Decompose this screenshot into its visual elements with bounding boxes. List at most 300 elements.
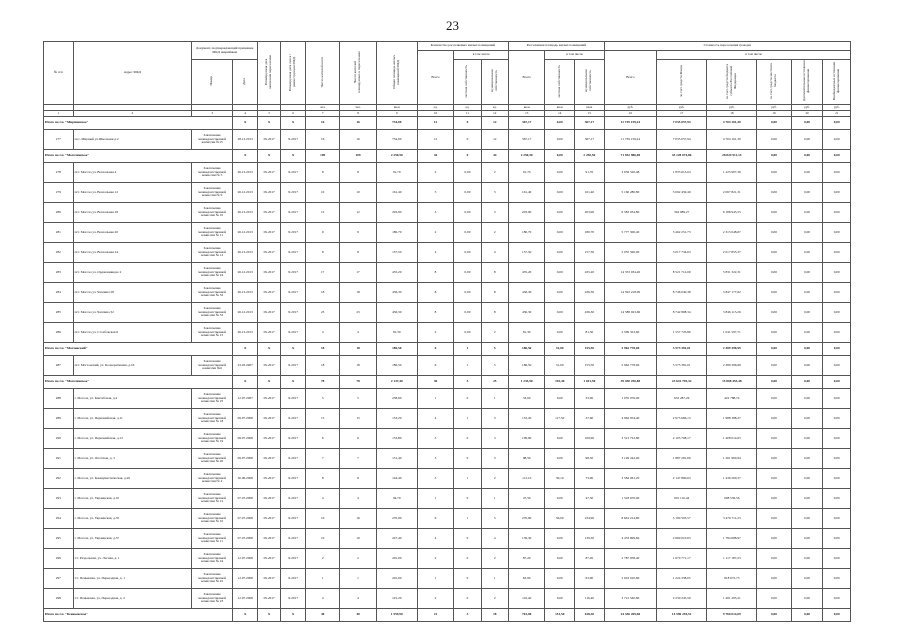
row-value: 8 (417, 263, 453, 283)
header-area-group: Расселяемая площадь жилых помещений (508, 42, 604, 51)
row-value: 3 149 242,00 (604, 449, 656, 469)
row-value: 0,00 (757, 283, 791, 303)
row-value: 87,20 (575, 549, 605, 569)
row-value: 1 (454, 409, 481, 429)
row-document: Заключение межведомственной комиссии № 24 (192, 549, 233, 569)
row-value: 87,20 (508, 549, 544, 569)
row-value: 47,50 (508, 489, 544, 509)
row-value: 4 (306, 589, 340, 609)
row-value: 247,40 (376, 529, 417, 549)
subtotal-cell: 761,00 (508, 609, 544, 622)
row-demolition-date: X.2017 (281, 389, 306, 409)
subtotal-cell: 734,00 (376, 117, 417, 130)
row-value: 0,00 (791, 409, 823, 429)
subtotal-cell: X (281, 117, 306, 130)
header-area-total: Всего (508, 51, 544, 105)
column-number-cell: 15 (575, 111, 605, 117)
unit-cell: чел. (340, 105, 376, 111)
column-number-cell: 2 (73, 111, 192, 117)
row-value: 4 (340, 589, 376, 609)
header-cost-budget-subject: за счет средств бюджета субъекта Российской Федерации (707, 60, 757, 105)
row-value: 3 573 381,01 (657, 356, 707, 376)
row-value: 8 (481, 283, 508, 303)
subtotal-cell: 44 (417, 150, 453, 163)
row-value: 0,00 (823, 549, 851, 569)
row-value: 31,00 (545, 356, 575, 376)
row-address: пгт. Могоча ул. Столбовская 6 (73, 323, 192, 343)
row-value: 1 (454, 509, 481, 529)
subtotal-label: Итого по г.п. "Могочинское" (44, 376, 233, 389)
row-value: 0,00 (823, 130, 851, 150)
header-doc-number: Номер (192, 60, 233, 105)
column-number-cell: 7 (306, 111, 340, 117)
row-value: 2 (481, 589, 508, 609)
row-demolition-date: X.2017 (281, 163, 306, 183)
row-value: 2 067 821,31 (707, 183, 757, 203)
row-value: 0,00 (757, 429, 791, 449)
row-value: 2 (417, 589, 453, 609)
row-value: 5 190 503,57 (657, 509, 707, 529)
subtotal-cell: 16 (340, 117, 376, 130)
row-value: 0,00 (757, 509, 791, 529)
row-value: 2 (417, 163, 453, 183)
row-number: 287 (44, 356, 74, 376)
row-value: 36,00 (545, 509, 575, 529)
row-value: 7 035 057,94 (657, 130, 707, 150)
subtotal-cell: 0 (454, 150, 481, 163)
row-value: 180,70 (376, 223, 417, 243)
row-value: 0,00 (791, 243, 823, 263)
row-value: 0,00 (545, 569, 575, 589)
subtotal-cell: 21 (417, 609, 453, 622)
row-value: 112,10 (508, 469, 544, 489)
row-value: 5 035 590,00 (604, 243, 656, 263)
subtotal-cell: 2 389 396,99 (707, 343, 757, 356)
column-number-cell: 4 (233, 111, 258, 117)
row-value: 6 (340, 429, 376, 449)
row-value: 818 672,75 (707, 569, 757, 589)
row-value: 3 (481, 409, 508, 429)
row-value: 155,50 (575, 356, 605, 376)
row-value: 4 962 054,40 (604, 409, 656, 429)
unit-cell: руб. (707, 105, 757, 111)
row-value: 0,00 (791, 323, 823, 343)
subtotal-cell: 39 450 250,80 (604, 376, 656, 389)
row-address: г. Могоча, ул. Коммунистическая, д.29 (73, 469, 192, 489)
row-value: 3 (417, 203, 453, 223)
row-plan-date: IX.2017 (258, 429, 281, 449)
row-value: 0,00 (757, 529, 791, 549)
row-value: 0,00 (823, 356, 851, 376)
table-row (44, 389, 851, 409)
row-demolition-date: X.2017 (281, 409, 306, 429)
row-document: Заключение межведомственной комиссии № 24 (192, 263, 233, 283)
row-value: 7 (306, 449, 340, 469)
row-value: 116,40 (508, 589, 544, 609)
row-number: 281 (44, 223, 74, 243)
row-value: 2 (306, 549, 340, 569)
table-row (44, 263, 851, 283)
row-doc-date: 07.07.2008 (233, 529, 258, 549)
row-number: 277 (44, 130, 74, 150)
row-value: 436,30 (508, 303, 544, 323)
row-value: 1 (481, 489, 508, 509)
row-value: 2 669 010,63 (657, 529, 707, 549)
row-value: 367,17 (508, 130, 544, 150)
row-number: 278 (44, 163, 74, 183)
row-value: 0,00 (823, 183, 851, 203)
row-value: 14 353 034,40 (604, 263, 656, 283)
row-value: 3 (417, 449, 453, 469)
row-value: 0,00 (823, 449, 851, 469)
row-value: 0,00 (757, 323, 791, 343)
row-value: 0,00 (545, 449, 575, 469)
row-value: 180,70 (575, 223, 605, 243)
subtotal-cell: 0,00 (791, 376, 823, 389)
row-value: 3 059 520,48 (604, 163, 656, 183)
row-value: 1 041 597,71 (707, 323, 757, 343)
subtotal-cell: 18 (340, 343, 376, 356)
subtotal-cell: 0,00 (823, 376, 851, 389)
row-value: 0 (454, 589, 481, 609)
row-value: 0,00 (757, 243, 791, 263)
row-value: 6 188 945,53 (707, 203, 757, 223)
header-cost-fund: за счет средств Фонда (657, 60, 707, 105)
row-plan-date: IX.2017 (258, 469, 281, 489)
row-demolition-date: X.2017 (281, 469, 306, 489)
subtotal-row (44, 609, 851, 622)
row-value: 0,00 (823, 303, 851, 323)
row-number: 279 (44, 183, 74, 203)
row-value: 18 (340, 356, 376, 376)
row-number: 289 (44, 409, 74, 429)
row-plan-date: IX.2017 (258, 509, 281, 529)
row-doc-date: 09.07.2008 (233, 449, 258, 469)
row-address: г. Могоча, ул. Кантабская, д.4 (73, 389, 192, 409)
row-value: 0,00 (791, 356, 823, 376)
row-value: 6 (417, 509, 453, 529)
row-address: г. Могоча, ул. Первомайская, д.13 (73, 429, 192, 449)
subtotal-cell: X (281, 343, 306, 356)
header-demolition-date: Планируемая дата сноса / реконструкции МКД (281, 42, 306, 105)
row-value: 0,00 (791, 589, 823, 609)
row-plan-date: IX.2017 (258, 589, 281, 609)
table-row (44, 429, 851, 449)
row-value: 1 055 076,00 (604, 389, 656, 409)
row-value: 3 (481, 449, 508, 469)
row-value: 0,00 (791, 223, 823, 243)
unit-cell: ед. (454, 105, 481, 111)
subtotal-row (44, 150, 851, 163)
subtotal-cell: 18 (306, 343, 340, 356)
header-plan-date: Планируемая дата окончания переселения (258, 42, 281, 105)
row-value: 3 584 061,20 (604, 469, 656, 489)
row-address: г. Могоча, ул. Украинская, д.10 (73, 489, 192, 509)
row-demolition-date: X.2017 (281, 263, 306, 283)
row-value: 0,00 (545, 283, 575, 303)
column-number-cell: 9 (376, 111, 417, 117)
row-doc-date: 26.12.2013 (233, 243, 258, 263)
row-value: 4 (417, 243, 453, 263)
row-document: Заключение межведомственной комиссии № 19 (192, 429, 233, 449)
subtotal-cell: 12 (417, 117, 453, 130)
subtotal-cell: 16 (306, 117, 340, 130)
row-value: 0 (454, 130, 481, 150)
row-value: 2 147 860,63 (657, 469, 707, 489)
row-address: пгт. Могоча ул. Вокзальная 20 (73, 223, 192, 243)
table-row (44, 489, 851, 509)
row-value: 0,00 (757, 203, 791, 223)
column-number-cell: 19 (757, 111, 791, 117)
row-value: 0,00 (823, 569, 851, 589)
row-value: 5 (481, 509, 508, 529)
row-value: 2 (481, 323, 508, 343)
row-value: 0,00 (454, 203, 481, 223)
row-doc-date: 26.12.2013 (233, 263, 258, 283)
row-value: 33,00 (575, 389, 605, 409)
row-value: 0,00 (791, 130, 823, 150)
row-plan-date: IX.2017 (258, 549, 281, 569)
table-row (44, 569, 851, 589)
row-value: 12 (306, 203, 340, 223)
row-value: 435,20 (575, 263, 605, 283)
subtotal-label: Итого по г.п. "Ксеньевское" (44, 609, 233, 622)
row-value: 1 557 725,89 (657, 323, 707, 343)
subtotal-cell: 3 573 381,01 (657, 343, 707, 356)
row-value: 4 (481, 243, 508, 263)
header-document: Документ, подтверждающий признание МКД аварийным (192, 42, 258, 60)
row-value: 0,00 (545, 589, 575, 609)
column-number-cell: 1 (44, 111, 74, 117)
table-row (44, 163, 851, 183)
header-cost-group: Стоимость переселения граждан (604, 42, 850, 51)
row-value: 910 110,44 (657, 489, 707, 509)
row-value: 0,00 (823, 589, 851, 609)
row-document: Заключение межведомственной комиссии № 12 (192, 489, 233, 509)
row-value: 1 887 281,06 (657, 449, 707, 469)
row-plan-date: IX.2017 (258, 303, 281, 323)
column-number-cell: 10 (417, 111, 453, 117)
row-demolition-date: X.2017 (281, 489, 306, 509)
row-value: 109,90 (575, 429, 605, 449)
row-value: 6 (417, 356, 453, 376)
subtotal-cell: 0,00 (823, 117, 851, 130)
row-demolition-date: X.2017 (281, 303, 306, 323)
row-document: Заключение межведомственной комиссии № 12 (192, 243, 233, 263)
row-value: 98,50 (575, 449, 605, 469)
row-value: 6 (306, 429, 340, 449)
subtotal-cell: 0,00 (823, 343, 851, 356)
row-value: 0,00 (823, 509, 851, 529)
row-value: 5 (340, 389, 376, 409)
row-value: 15 (306, 409, 340, 429)
unit-cell: руб. (757, 105, 791, 111)
row-value: 4 (481, 529, 508, 549)
subtotal-cell: 186,50 (376, 343, 417, 356)
row-value: 0,00 (791, 263, 823, 283)
row-plan-date: IX.2017 (258, 569, 281, 589)
row-demolition-date: X.2017 (281, 243, 306, 263)
row-value: 12 (417, 130, 453, 150)
row-value: 23 (306, 303, 340, 323)
row-value: 3 513 722,80 (604, 429, 656, 449)
table-row (44, 203, 851, 223)
row-demolition-date: X.2017 (281, 569, 306, 589)
row-value: 0,00 (823, 323, 851, 343)
row-address: пгт. Могоча ул. Вокзальная 4 (73, 163, 192, 183)
row-value: 1 (481, 389, 508, 409)
header-rooms-private: частная собственность (454, 60, 481, 105)
row-value: 2 (481, 549, 508, 569)
row-value: 0,00 (791, 203, 823, 223)
row-number: 288 (44, 389, 74, 409)
row-value: 0 (454, 389, 481, 409)
row-document: Заключение межведомственной комиссии № 25 (192, 389, 233, 409)
subtotal-label: Итого по г.п. "Могочинское" (44, 150, 233, 163)
header-cost-total: Всего (604, 51, 656, 105)
row-value: 18 (306, 283, 340, 303)
row-document: Заключение межведомственной комиссии № 10 (192, 509, 233, 529)
subtotal-row (44, 117, 851, 130)
row-doc-date: 26.12.2013 (233, 283, 258, 303)
subtotal-cell: 6 (417, 343, 453, 356)
row-value: 12 (481, 130, 508, 150)
row-doc-date: 12.07.2008 (233, 589, 258, 609)
unit-cell: чел. (306, 105, 340, 111)
row-value: 1 833 613,04 (657, 163, 707, 183)
row-value: 186,50 (376, 356, 417, 376)
page-number: 23 (446, 18, 459, 33)
row-plan-date: IX.2017 (258, 183, 281, 203)
row-value: 0,00 (454, 163, 481, 183)
row-value: 0,00 (823, 469, 851, 489)
subtotal-cell: X (233, 117, 258, 130)
row-value: 0,00 (791, 449, 823, 469)
subtotal-cell: 12 (481, 117, 508, 130)
row-value: 2 017 855,37 (707, 243, 757, 263)
table-row (44, 449, 851, 469)
row-plan-date: IX.2017 (258, 283, 281, 303)
row-value: 0,00 (545, 223, 575, 243)
unit-cell: руб. (604, 105, 656, 111)
row-value: 10 (306, 183, 340, 203)
row-value: 5 831 322,31 (707, 263, 757, 283)
row-value: 0,00 (757, 589, 791, 609)
row-value: 245,00 (376, 549, 417, 569)
row-value: 14 588 923,60 (604, 303, 656, 323)
row-value: 17 (306, 263, 340, 283)
subtotal-cell: 367,17 (575, 117, 605, 130)
subtotal-label: Итого по г.п. "Мирнинское" (44, 117, 233, 130)
unit-cell: руб. (791, 105, 823, 111)
row-address: пгт. Могоча ул. Вокзальная 18 (73, 203, 192, 223)
row-value: 0,00 (757, 449, 791, 469)
unit-cell: кв.м (575, 105, 605, 111)
row-value: 191,20 (376, 589, 417, 609)
row-value: 16 (306, 130, 340, 150)
subtotal-cell: 0,00 (545, 117, 575, 130)
column-number-cell: 20 (791, 111, 823, 117)
row-value: 0,00 (823, 263, 851, 283)
row-value: 0,00 (823, 489, 851, 509)
row-document: Заключение межведомственной комиссии № 4 (192, 469, 233, 489)
row-value: 0,00 (823, 529, 851, 549)
row-value: 157,50 (508, 243, 544, 263)
row-value: 8 (340, 243, 376, 263)
row-demolition-date: X.2017 (281, 529, 306, 549)
row-value: 4 (340, 323, 376, 343)
row-number: 296 (44, 549, 74, 569)
subtotal-cell: X (281, 609, 306, 622)
subtotal-cell: 9 760 014,09 (707, 609, 757, 622)
row-value: 367,17 (575, 130, 605, 150)
row-document: Заключение межведомственной комиссии № 18 (192, 409, 233, 429)
row-value: 10 (340, 529, 376, 549)
column-number-cell: 12 (481, 111, 508, 117)
row-value: 5 (306, 389, 340, 409)
row-value: 0,00 (757, 183, 791, 203)
column-number-cell: 5 (258, 111, 281, 117)
row-value: 436,30 (508, 283, 544, 303)
row-value: 8 (306, 469, 340, 489)
row-value: 0,00 (791, 163, 823, 183)
subtotal-cell: 109 (306, 150, 340, 163)
row-plan-date: IX.2017 (258, 449, 281, 469)
subtotal-cell: 1 (454, 343, 481, 356)
row-demolition-date: X.2017 (281, 283, 306, 303)
row-value: 0,00 (823, 243, 851, 263)
table-row (44, 223, 851, 243)
row-number: 292 (44, 469, 74, 489)
subtotal-cell: 31,00 (545, 343, 575, 356)
row-address: Ст. Пеньковая, ул. Переездная, д. 2 (73, 589, 192, 609)
row-doc-date: 12.07.2007 (233, 389, 258, 409)
row-address: г. Могоча, ул. Первомайская, д.11 (73, 409, 192, 429)
row-value: 394 089,27 (657, 203, 707, 223)
row-value: 1 (340, 569, 376, 589)
row-value: 157,50 (575, 243, 605, 263)
row-value: 0,00 (545, 303, 575, 323)
row-value: 23 (340, 303, 376, 323)
row-value: 8 (340, 469, 376, 489)
subtotal-cell: X (281, 376, 306, 389)
row-value: 5 777 300,40 (604, 223, 656, 243)
unit-cell: руб. (823, 105, 851, 111)
row-value: 436,30 (376, 303, 417, 323)
row-value: 632 287,26 (657, 389, 707, 409)
row-value: 3 (417, 469, 453, 489)
row-value: 3 (417, 183, 453, 203)
header-no: № п/п (44, 42, 74, 105)
subtotal-cell: X (233, 609, 258, 622)
row-number: 282 (44, 243, 74, 263)
row-value: 8 (417, 283, 453, 303)
row-value: 0,00 (823, 409, 851, 429)
row-value: 0,00 (757, 549, 791, 569)
row-value: 1 784 688,97 (707, 529, 757, 549)
row-plan-date: IX.2017 (258, 223, 281, 243)
row-doc-date: 07.07.2008 (233, 509, 258, 529)
row-demolition-date: X.2017 (281, 183, 306, 203)
row-value: 0,00 (823, 163, 851, 183)
row-value: 1 518 670,00 (604, 489, 656, 509)
row-value: 186,50 (508, 356, 544, 376)
row-value: 5 962 778,00 (604, 356, 656, 376)
row-value: 8 (306, 243, 340, 263)
subtotal-cell: 2 250,50 (575, 150, 605, 163)
subtotal-cell: 78 (306, 376, 340, 389)
row-value: 2 (340, 549, 376, 569)
